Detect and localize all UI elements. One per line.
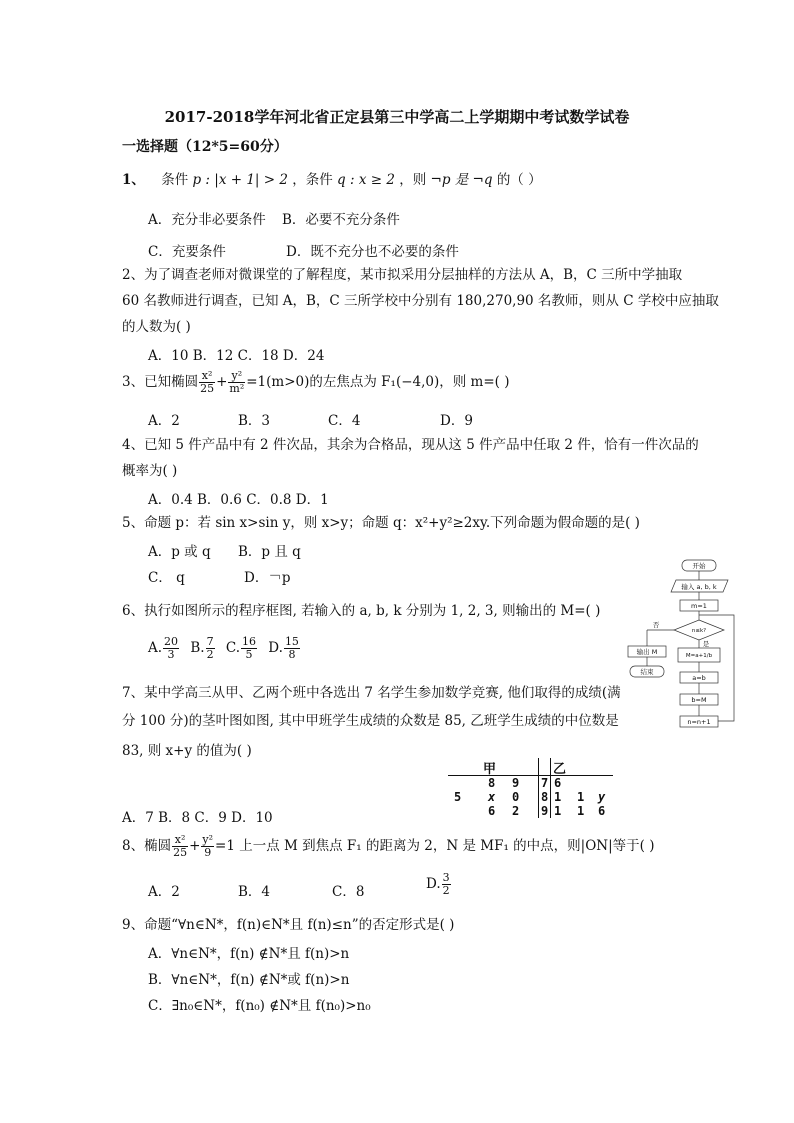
q9-option-c: C．∃n₀∈N*，f(n₀) ∉N*且 f(n₀)>n₀ (148, 998, 371, 1014)
fc-condition-label: n≤k? (691, 628, 707, 634)
q5-line-1: 5、命题 p：若 sin x>sin y，则 x>y；命题 q：x²+y²≥2xy.下列命题为假命题的是( ) (122, 515, 640, 531)
q8-pre: 8、椭圆 (122, 838, 172, 854)
q7-line-2: 分 100 分)的茎叶图如图, 其中甲班学生成绩的众数是 85, 乙班学生成绩的中位数是 (122, 713, 619, 729)
fc-step-4-label: n=n+1 (687, 718, 711, 726)
q8-fraction-y: $\frac{\text{y²}}{9}$ (202, 833, 214, 859)
q3-fraction-y: $\frac{\text{y²}}{\text{m²}}$ (229, 369, 245, 395)
q9-option-b: B．∀n∈N*，f(n) ∉N*或 f(n)>n (148, 972, 350, 988)
q1-mid: ，条件 (292, 172, 333, 188)
q7-line-1: 7、某中学高三从甲、乙两个班中各选出 7 名学生参加数学竞赛, 他们取得的成绩(满 (122, 685, 621, 701)
q1-cond-q: q : x ≥ 2 (337, 172, 395, 188)
q6-option-d-fraction: $\frac{15}{8}$ (284, 635, 299, 661)
q3-option-b: B．3 (238, 413, 271, 429)
q3-option-c: C．4 (328, 413, 361, 429)
q4-options: A．0.4 B．0.6 C．0.8 D．1 (148, 492, 329, 508)
q8-option-d-fraction: $\frac{3}{2}$ (442, 871, 450, 897)
q6-option-c-fraction: $\frac{16}{5}$ (242, 635, 256, 661)
q4-line-2: 概率为( ) (122, 463, 178, 479)
question-1 (122, 171, 542, 189)
q2-line-1: 2、为了调查老师对微课堂的了解程度，某市拟采用分层抽样的方法从 A，B，C 三所中学抽取 (122, 267, 683, 283)
fc-init-label: m=1 (691, 602, 707, 610)
stem-leaf-header-right: 乙 (553, 762, 567, 777)
q2-line-2: 60 名教师进行调查，已知 A，B，C 三所学校中分别有 180,270,90 名教师，则从 C 学校中应抽取 (122, 293, 719, 309)
q1-option-d: D．既不充分也不必要的条件 (286, 244, 459, 260)
q1-number: 1、 (122, 172, 145, 188)
program-flowchart (620, 558, 750, 738)
q3-pre: 3、已知椭圆 (122, 374, 199, 390)
q7-options: A．7 B．8 C．9 D．10 (122, 810, 273, 826)
q8-option-d: D. $\frac{3}{2}$ (426, 871, 450, 897)
q1-cond-p: p : |x + 1| > 2 (192, 172, 288, 188)
fc-step-3-label: b=M (691, 696, 707, 704)
q3-fraction-x: $\frac{\text{x²}}{25}$ (200, 369, 215, 395)
fc-output-label: 输出 M (636, 648, 658, 656)
stem-leaf-header-left: 甲 (483, 762, 497, 777)
q1-option-b: B．必要不充分条件 (282, 212, 400, 228)
fc-start-label: 开始 (692, 562, 706, 570)
stem-leaf-row-1: 8 9 7 6 (488, 776, 562, 790)
q6-option-a-fraction: $\frac{20}{3}$ (164, 635, 179, 661)
q5-option-d: D．￢p (244, 570, 291, 586)
q5-option-c: C． q (148, 570, 185, 586)
fc-input-label: 输入 a, b, k (681, 583, 717, 591)
stem-leaf-row-2: 5 x 0 8 1 1 y (454, 790, 606, 804)
q6-option-b-fraction: $\frac{7}{2}$ (206, 635, 214, 661)
question-8: 8、椭圆 $\frac{\text{x²}}{25}$ + $\frac{\text{y²}}{9}$ =1 上一点 M 到焦点 F₁ 的距离为 2，N 是 MF₁ 的中点，则|ON|等于( ) (122, 833, 655, 859)
fc-end-label: 结束 (640, 668, 654, 676)
fc-no-label: 否 (652, 621, 660, 629)
q2-line-3: 的人数为( ) (122, 319, 191, 335)
q6-options: A. $\frac{20}{3}$ B. $\frac{7}{2}$ C. $\frac{16}{5}$ D. $\frac{15}{8}$ (148, 635, 299, 661)
q5-option-b: B．p 且 q (238, 544, 301, 560)
stem-leaf-row-3: 6 2 9 1 1 6 (488, 804, 606, 818)
fc-step-2-label: a=b (692, 674, 706, 682)
q1-option-c: C．充要条件 (148, 244, 226, 260)
q3-option-a: A．2 (148, 413, 180, 429)
q6-line-1: 6、执行如图所示的程序框图, 若输入的 a, b, k 分别为 1, 2, 3, 则输出的 M=( ) (122, 603, 601, 619)
q2-options: A．10 B．12 C．18 D．24 (148, 348, 325, 364)
q8-option-a: A．2 (148, 884, 180, 900)
exam-title: 2017-2018学年河北省正定县第三中学高二上学期期中考试数学试卷 (164, 108, 630, 126)
q3-post: =1(m>0)的左焦点为 F₁(−4,0)，则 m=( ) (246, 374, 510, 390)
q8-post: =1 上一点 M 到焦点 F₁ 的距离为 2，N 是 MF₁ 的中点，则|ON|等于( ) (215, 838, 655, 854)
q8-option-b: B．4 (238, 884, 271, 900)
q4-line-1: 4、已知 5 件产品中有 2 件次品，其余为合格品，现从这 5 件产品中任取 2 件，恰有一件次品的 (122, 437, 699, 453)
q5-option-a: A．p 或 q (148, 544, 211, 560)
fc-yes-label: 是 (702, 640, 710, 648)
q1-relation: ¬p 是 ¬q (430, 172, 493, 188)
fc-step-1-label: M=a+1/b (685, 653, 713, 659)
q1-option-a: A．充分非必要条件 (148, 212, 266, 228)
q1-mid2: ，则 (399, 172, 427, 188)
q9-option-a: A．∀n∈N*，f(n) ∉N*且 f(n)>n (148, 946, 350, 962)
q3-option-d: D．9 (440, 413, 473, 429)
q7-line-3: 83, 则 x+y 的值为( ) (122, 743, 252, 759)
q8-option-c: C．8 (332, 884, 365, 900)
question-3: 3、已知椭圆 $\frac{\text{x²}}{25}$ + $\frac{\text{y²}}{\text{m²}}$ =1(m>0)的左焦点为 F₁(−4,0)，则 m=( ) (122, 369, 510, 395)
section-heading: 一选择题（12*5=60分） (122, 139, 288, 155)
q1-pre: 条件 (161, 172, 189, 188)
q9-line-1: 9、命题“∀n∈N*，f(n)∈N*且 f(n)≤n”的否定形式是( ) (122, 917, 455, 933)
q1-post: 的（ ） (496, 172, 542, 188)
q8-fraction-x: $\frac{\text{x²}}{25}$ (173, 833, 188, 859)
